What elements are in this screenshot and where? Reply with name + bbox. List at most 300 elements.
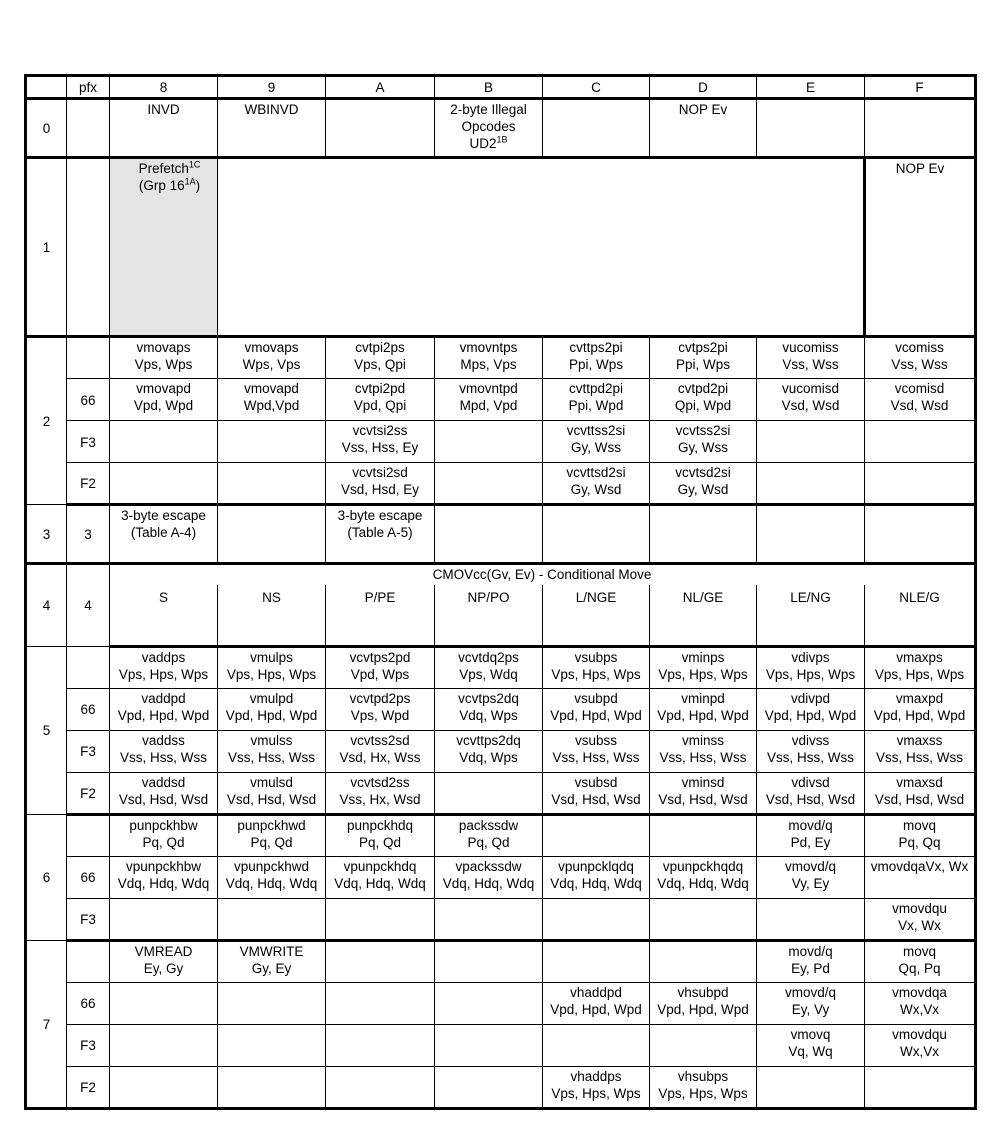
opcode-text: Ppi, Wps [675,357,730,372]
opcode-text: Wps, Vps [242,357,301,372]
row-1 [26,158,976,337]
opcode-text: cvtps2pi [678,340,728,355]
opcode-text: vmovq [790,1026,831,1042]
opcode-text: vucomisd [781,381,840,396]
opcode-cell [326,421,435,463]
row-label-7: 7 [26,940,67,1108]
opcode-text: vsubsd [574,774,618,790]
row-4-title [26,564,976,586]
opcode-text: Pq, Qd [358,834,402,850]
opcode-cell [435,688,543,730]
opcode-cell [757,688,865,730]
column-header-8: 8 [110,76,218,99]
opcode-text: vmulps [250,649,293,665]
opcode-cell [543,730,650,772]
opcode-cell [865,856,976,898]
opcode-text: vcvtss2si [675,423,731,438]
opcode-cell [865,688,976,730]
opcode-text: Pq, Qd [250,834,293,850]
opcode-text: Vdq, Hdq, Wdq [225,875,318,891]
opcode-text: WBINVD [244,102,299,117]
opcode-cell [865,898,976,940]
opcode-text: vpunpckhwd [233,858,310,874]
opcode-text: Vsd, Wsd [890,398,949,413]
opcode-cell [650,814,757,856]
opcode-cell [543,940,650,982]
opcode-text: (Table A-4) [130,525,197,540]
opcode-cell [218,379,326,421]
opcode-cell [218,646,326,688]
opcode-text: Ppi, Wpd [568,398,624,413]
opcode-text: Vss, Hx, Wsd [339,791,421,807]
opcode-text: NP/PO [467,590,510,605]
opcode-cell [110,730,218,772]
pfx-cell [67,646,110,688]
opcode-text: Vss, Hss, Ey [341,440,419,455]
opcode-text: Vsd, Hsd, Wsd [118,791,209,807]
opcode-text: Vdq, Hdq, Wdq [334,875,426,891]
opcode-text: Prefetch$^{1C}$ [138,159,201,176]
row-0 [26,99,976,158]
opcode-cell [326,463,435,505]
opcode-cell [218,1066,326,1108]
opcode-text: INVD [147,102,180,117]
opcode-text: vdivsd [791,774,830,790]
opcode-cell [757,646,865,688]
opcode-cell [543,688,650,730]
row-label-3: 3 [26,505,67,564]
opcode-cell [757,379,865,421]
opcode-cell [110,814,218,856]
opcode-cell [650,940,757,982]
opcode-text: vminps [681,649,725,665]
opcode-cell [543,463,650,505]
pfx-cell: 66 [67,982,110,1024]
footnote-sup: 1B [496,134,508,145]
row-label-4: 4 [26,564,67,647]
opcode-text: VMWRITE [239,943,304,959]
opcode-text: vcvtsi2sd [352,465,408,480]
opcode-text: Qpi, Wpd [674,398,732,413]
pfx-cell: F3 [67,730,110,772]
opcode-text: Ey, Gy [143,960,184,976]
opcode-text: (Table A-5) [347,525,413,540]
opcode-cell [543,646,650,688]
opcode-text: punpckhdq [346,817,414,833]
opcode-text: punpckhbw [129,817,198,833]
opcode-text: 3-byte escape [121,508,206,523]
opcode-text: vhsubps [677,1068,729,1084]
opcode-cell [757,337,865,379]
opcode-cell [435,337,543,379]
opcode-text: Ey, Pd [791,960,830,976]
pfx-cell: 3 [67,505,110,564]
opcode-text: packssdw [458,817,519,833]
opcode-cell [865,505,976,564]
opcode-text: Vpd, Qpi [353,398,407,413]
opcode-cell [757,1024,865,1066]
opcode-text: Vss, Hss, Wss [228,749,315,765]
opcode-text: Vdq, Hdq, Wdq [442,875,535,891]
condition-cell [110,585,218,646]
opcode-cell [650,421,757,463]
opcode-text: Vsd, Hsd, Wsd [874,791,965,807]
opcode-text: vminsd [681,774,725,790]
opcode-text: Vsd, Hx, Wss [339,749,421,765]
opcode-cell [218,99,326,158]
row-label-0: 0 [26,99,67,158]
opcode-cell [218,940,326,982]
opcode-text: vmovaps [244,340,299,355]
opcode-text: vucomiss [782,340,839,355]
opcode-text: Ey, Vy [791,1001,830,1017]
opcode-text: vcvttsd2si [566,465,626,480]
opcode-text: Vps, Hps, Wps [551,666,641,682]
opcode-text: vmovdqu [892,900,947,916]
opcode-cell [435,814,543,856]
opcode-cell [865,421,976,463]
opcode-text: Vpd, Hpd, Wpd [657,1001,749,1017]
opcode-text: Vss, Hss, Wss [767,749,854,765]
opcode-text: Vps, Hps, Wps [658,1085,748,1101]
opcode-cell [218,730,326,772]
opcode-text: Vps, Wps [134,357,193,372]
row-5-sub [26,772,976,814]
opcode-text: vmovdqaVx, Wx [870,858,969,874]
opcode-text: vmovaps [136,340,191,355]
opcode-cell [865,463,976,505]
opcode-text: Vdq, Hdq, Wdq [550,875,642,891]
opcode-cell [757,1066,865,1108]
opcode-cell [435,982,543,1024]
row-2-sub [26,463,976,505]
opcode-text: $UD2^{1B}$ [469,134,508,151]
opcode-text: Vy, Ey [791,875,830,891]
opcode-cell [326,688,435,730]
opcode-cell [543,379,650,421]
opcode-cell [650,856,757,898]
opcode-cell [865,940,976,982]
opcode-cell [865,158,976,337]
opcode-cell [865,814,976,856]
opcode-text: cvtpi2ps [355,340,405,355]
opcode-text: vhaddps [570,1068,622,1084]
opcode-cell [543,982,650,1024]
opcode-text: punpckhwd [237,817,306,833]
opcode-cell [650,646,757,688]
opcode-text: NOP Ev [895,161,945,176]
opcode-text: Ppi, Wps [568,357,623,372]
pfx-cell: F3 [67,1024,110,1066]
opcode-cell [218,1024,326,1066]
opcode-text: vmovapd [136,381,191,396]
opcode-cell [650,1024,757,1066]
opcode-cell [757,898,865,940]
opcode-cell [543,99,650,158]
opcode-text: Vps, Hps, Wps [226,666,317,682]
opcode-cell [326,1066,435,1108]
opcode-text: vmaxsd [896,774,943,790]
pfx-cell: F3 [67,898,110,940]
opcode-cell [650,99,757,158]
pfx-cell [67,158,110,337]
opcode-cell [110,505,218,564]
opcode-text: vdivpd [790,690,831,706]
opcode-text: vmaxps [896,649,943,665]
opcode-text: Vsd, Hsd, Ey [340,482,420,497]
opcode-text: vminss [681,732,724,748]
opcode-cell [865,99,976,158]
opcode-cell [435,1066,543,1108]
opcode-text: vmaxpd [895,690,944,706]
opcode-cell [650,337,757,379]
row-5-sub [26,730,976,772]
opcode-text: vcomisd [894,381,945,396]
opcode-cell [110,772,218,814]
opcode-text: vaddps [141,649,186,665]
opcode-text: Vss, Hss, Wss [876,749,963,765]
opcode-text: Vdq, Hdq, Wdq [657,875,749,891]
opcode-cell [435,772,543,814]
opcode-text: vmulss [250,732,293,748]
opcode-cell [326,898,435,940]
opcode-cell [650,730,757,772]
pfx-cell: F2 [67,463,110,505]
opcode-text: vcvttps2dq [456,732,521,748]
opcode-text: vcvtsd2ss [350,774,410,790]
opcode-cell [435,463,543,505]
opcode-cell [110,379,218,421]
column-header-A: A [326,76,435,99]
opcode-cell [543,337,650,379]
opcode-cell [218,505,326,564]
opcode-cell [435,940,543,982]
opcode-text: S [158,590,168,605]
condition-cell [326,585,435,646]
opcode-text: vsubss [574,732,618,748]
opcode-text: NS [262,590,281,605]
opcode-text: vmovdqa [892,984,947,1000]
condition-cell [650,585,757,646]
opcode-text: vsubpd [574,690,618,706]
opcode-cell [110,646,218,688]
opcode-text: vmovapd [244,381,299,396]
opcode-text: movq [902,943,936,959]
opcode-text: vpunpcklqdq [558,858,634,874]
opcode-text: Wpd,Vpd [243,398,300,413]
column-header-C: C [543,76,650,99]
opcode-cell [865,1024,976,1066]
opcode-text: Vps, Wpd [350,707,410,723]
opcode-cell [218,421,326,463]
row-2-sub [26,421,976,463]
footnote-sup: 1A [184,176,196,187]
opcode-text: Gy, Wss [678,440,728,455]
condition-cell [543,585,650,646]
opcode-cell [650,982,757,1024]
opcode-cell [650,379,757,421]
opcode-text: vcomiss [895,340,944,355]
opcode-text: vcvtpd2ps [349,690,411,706]
opcode-text: Vsd, Hsd, Wsd [765,791,856,807]
opcode-text: Pq, Qq [898,834,941,850]
row-7-sub [26,1024,976,1066]
opcode-cell [435,898,543,940]
opcode-cell [110,688,218,730]
column-header-F: F [865,76,976,99]
row-label-2: 2 [26,337,67,505]
opcode-cell [757,421,865,463]
opcode-cell [543,898,650,940]
opcode-text: Vpd, Hpd, Wpd [550,1001,642,1017]
opcode-cell [218,814,326,856]
opcode-cell [326,940,435,982]
opcode-text: vaddss [142,732,185,748]
opcode-cell [326,505,435,564]
opcode-cell [110,99,218,158]
row-6-sub [26,856,976,898]
opcode-cell [435,1024,543,1066]
opcode-cell [757,99,865,158]
opcode-cell [110,1024,218,1066]
opcode-text: Vsd, Hsd, Wsd [551,791,641,807]
opcode-text: Vpd, Wpd [133,398,194,413]
opcode-text: Vq, Wq [788,1043,833,1059]
opcode-cell [110,982,218,1024]
opcode-text: Vsd, Hsd, Wsd [226,791,317,807]
opcode-cell [218,856,326,898]
opcode-text: vdivps [791,649,830,665]
pfx-cell: F2 [67,772,110,814]
opcode-cell [326,99,435,158]
opcode-text: 3-byte escape [337,508,423,523]
opcode-text: NLE/G [899,590,940,605]
opcode-cell [650,772,757,814]
opcode-text: Vpd, Hpd, Wpd [764,707,857,723]
opcode-cell [650,898,757,940]
row-3 [26,505,976,564]
opcode-cell [110,898,218,940]
opcode-text: vcvtsd2si [675,465,731,480]
opcode-text: vhaddpd [570,984,622,1000]
opcode-cell [218,982,326,1024]
pfx-cell [67,99,110,158]
opcode-text: Vss, Hss, Wss [120,749,207,765]
opcode-text: Mpd, Vpd [459,398,518,413]
opcode-text: vmovntpd [459,381,518,396]
row-6-sub [26,814,976,856]
opcode-cell [326,856,435,898]
opcode-cell [435,505,543,564]
opcode-text: vmovd/q [784,984,837,1000]
opcode-cell [326,1024,435,1066]
opcode-text: vminpd [681,690,725,706]
opcode-cell [865,730,976,772]
empty-range-cell [218,158,865,337]
opcode-text: vcvtps2dq [458,690,519,706]
opcode-cell [757,982,865,1024]
row-2-sub [26,337,976,379]
opcode-text: movq [902,817,936,833]
opcode-cell [435,730,543,772]
column-header-D: D [650,76,757,99]
column-header-B: B [435,76,543,99]
opcode-cell [650,463,757,505]
opcode-cell [757,940,865,982]
opcode-text: vcvttss2si [566,423,626,438]
opcode-text: vpackssdw [455,858,522,874]
opcode-cell [650,1066,757,1108]
opcode-text: Gy, Wsd [570,482,622,497]
opcode-cell [218,688,326,730]
row-5-sub [26,688,976,730]
opcode-text: movd/q [788,817,833,833]
opcode-text: Vps, Hps, Wps [658,666,748,682]
opcode-text: vcvtss2sd [350,732,410,748]
opcode-cell [543,505,650,564]
opcode-cell [543,772,650,814]
opcode-cell [435,421,543,463]
pfx-cell [67,814,110,856]
opcode-text: Gy, Ey [251,960,292,976]
opcode-text: Vss, Hss, Wss [552,749,640,765]
opcode-cell [218,337,326,379]
opcode-text: L/NGE [575,590,617,605]
opcode-cell [543,1066,650,1108]
opcode-text: cvttpd2pi [568,381,624,396]
opcode-cell [543,814,650,856]
opcode-text: Pq, Qd [142,834,185,850]
opcode-cell [865,646,976,688]
row-4-conditions [26,585,976,646]
pfx-cell: F2 [67,1066,110,1108]
opcode-cell [110,940,218,982]
condition-cell [435,585,543,646]
opcode-cell [757,772,865,814]
opcode-text: Vdq, Wps [459,749,518,765]
opcode-cell [435,379,543,421]
opcode-text: LE/NG [790,590,831,605]
opcode-cell [757,730,865,772]
opcode-text: vmovntps [459,340,518,355]
opcode-text: Gy, Wsd [677,482,729,497]
row-2-sub [26,379,976,421]
header-row [26,76,976,99]
pfx-header: pfx [67,76,110,99]
pfx-cell [67,940,110,982]
opcode-cell [865,772,976,814]
opcode-text: Vps, Hps, Wps [765,666,856,682]
opcode-text: Vpd, Hpd, Wpd [550,707,642,723]
opcode-text: vmovdqu [892,1026,947,1042]
opcode-text: Qq, Pq [898,960,941,976]
opcode-text: vcvtps2pd [349,649,411,665]
opcode-text: Vpd, Hpd, Wpd [657,707,749,723]
opcode-text: Vdq, Wps [459,707,518,723]
opcode-text: Mps, Vps [460,357,517,372]
opcode-cell [326,982,435,1024]
opcode-cell [865,1066,976,1108]
opcode-cell [757,856,865,898]
pfx-cell: F3 [67,421,110,463]
opcode-text: movd/q [788,943,833,959]
row-label-5: 5 [26,646,67,814]
pfx-cell: 66 [67,379,110,421]
opcode-text: Vpd, Hpd, Wpd [873,707,966,723]
opcode-cell [110,1066,218,1108]
opcode-text: Vdq, Hdq, Wdq [117,875,210,891]
opcode-text: vmaxss [896,732,943,748]
